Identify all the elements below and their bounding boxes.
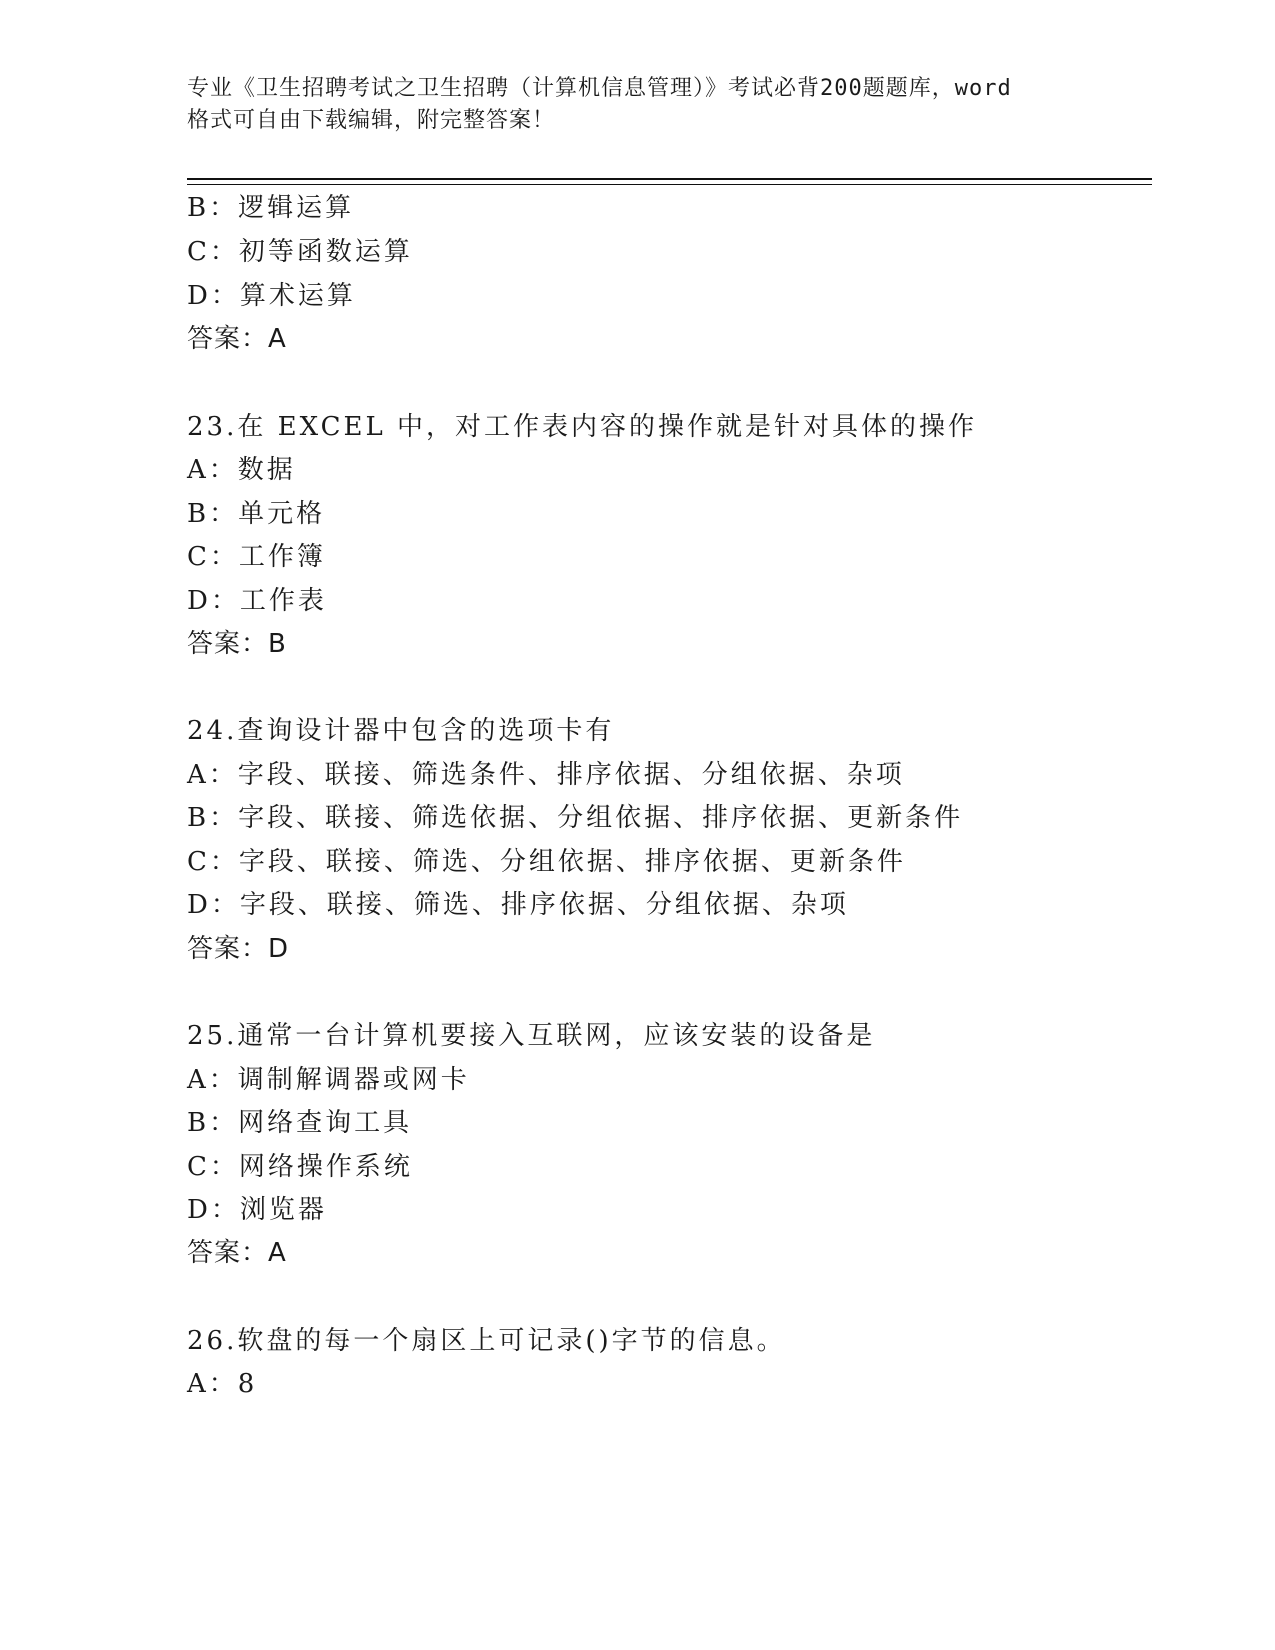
- q25-option-d: D：浏览器: [187, 1195, 327, 1225]
- q22-option-b: B：逻辑运算: [187, 193, 355, 223]
- q24-option-c: C：字段、联接、筛选、分组依据、排序依据、更新条件: [187, 847, 906, 877]
- q23-option-c: C：工作簿: [187, 542, 326, 572]
- q23-option-a: A：数据: [187, 455, 296, 485]
- q24-option-b: B：字段、联接、筛选依据、分组依据、排序依据、更新条件: [187, 803, 964, 833]
- q24-answer: 答案：D: [187, 934, 290, 964]
- q22-option-c: C：初等函数运算: [187, 237, 413, 267]
- q25-option-b: B：网络查询工具: [187, 1108, 413, 1138]
- q24-question: 24.查询设计器中包含的选项卡有: [187, 716, 615, 746]
- header-title-line-2: 格式可自由下载编辑，附完整答案！: [187, 108, 556, 133]
- q23-question: 23.在 EXCEL 中，对工作表内容的操作就是针对具体的操作: [187, 412, 978, 442]
- document-header: [187, 73, 1087, 137]
- q23-option-d: D：工作表: [187, 586, 327, 616]
- q26-question: 26.软盘的每一个扇区上可记录()字节的信息。: [187, 1326, 786, 1356]
- q25-option-c: C：网络操作系统: [187, 1152, 413, 1182]
- q26-option-a: A：8: [187, 1369, 258, 1399]
- q22-option-d: D：算术运算: [187, 281, 356, 311]
- q22-answer: 答案：A: [187, 324, 287, 354]
- q24-option-a: A：字段、联接、筛选条件、排序依据、分组依据、杂项: [187, 760, 905, 790]
- q25-answer: 答案：A: [187, 1238, 287, 1268]
- q23-answer: 答案：B: [187, 629, 287, 659]
- q25-question: 25.通常一台计算机要接入互联网，应该安装的设备是: [187, 1021, 876, 1051]
- header-divider-thick: [187, 178, 1152, 180]
- q25-option-a: A：调制解调器或网卡: [187, 1065, 470, 1095]
- q24-option-d: D：字段、联接、筛选、排序依据、分组依据、杂项: [187, 890, 849, 920]
- header-title-line-1: 专业《卫生招聘考试之卫生招聘（计算机信息管理）》考试必背200题题库，word: [187, 76, 1012, 101]
- q23-option-b: B：单元格: [187, 499, 326, 529]
- header-divider-thin: [187, 184, 1152, 185]
